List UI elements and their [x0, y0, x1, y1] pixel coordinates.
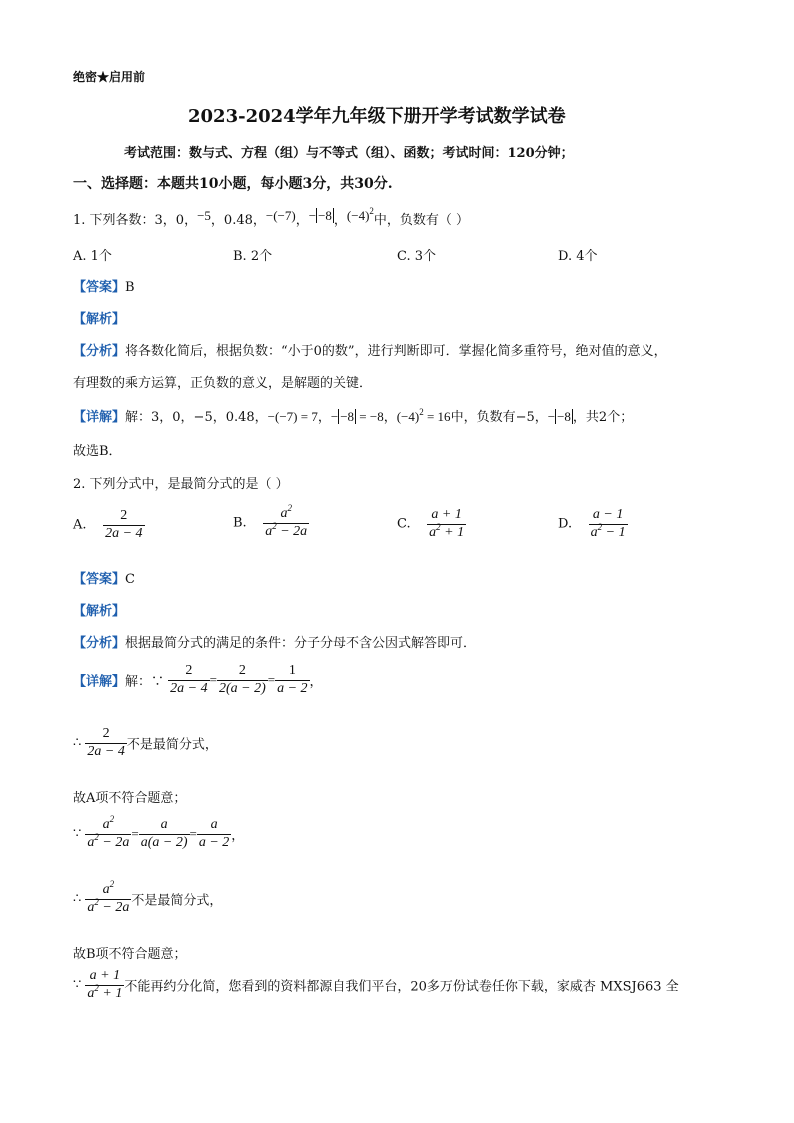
q2-fenxi: 【分析】根据最简分式的满足的条件：分子分母不含公因式解答即可．	[73, 636, 477, 651]
q1-stem: 1. 下列各数：3，0，−5，0.48，−(−7)，− −8 ，$(-4)^2$中，负数有（ ）	[73, 206, 470, 228]
q2-detail-line1: 【详解】解：∵ $\frac{2}{2a - 4}$ = $\frac{2}{2(a - 2)}$ = $\frac{1}{a - 2}$ ，	[73, 663, 323, 696]
q2-a-not: 故A项不符合题意；	[73, 791, 187, 806]
q2-option-a: A. $\frac{2}{2a - 4}$	[73, 508, 143, 541]
q1-detail: 【详解】解：3，0，−5，0.48，−(−7) = 7，− −8 = −8，$(-4)^2 = 16$中，负数有−5，− −8 ，共2个；	[73, 407, 634, 425]
q1-analysis-tag: 【解析】	[73, 312, 126, 327]
q1-fenxi-line2: 有理数的乘方运算，正负数的意义，是解题的关键．	[73, 376, 373, 391]
q1-option-c: C. 3个	[397, 249, 437, 264]
q2-therefore-a: ∴ $\frac{2}{2a - 4}$ 不是最简分式，	[73, 726, 218, 759]
q2-analysis-tag: 【解析】	[73, 604, 126, 619]
q1-fenxi-line1: 【分析】将各数化简后，根据负数：“小于0的数”，进行判断即可．掌握化简多重符号，绝对值的意义，	[73, 344, 667, 359]
q2-option-b: B. $\frac{a^2}{a^2 - 2a}$	[233, 503, 308, 539]
q2-b-not: 故B项不符合题意；	[73, 947, 187, 962]
q2-because-c: ∵ $\frac{a + 1}{a^2 + 1}$ 不能再约分化简，您看到的资料都源自我们平台，20多万份试卷任你下载，家威杏 MXSJ663 全	[73, 968, 679, 1001]
section-heading: 一、选择题：本题共10小题，每小题3分，共30分.	[73, 176, 393, 192]
q1-option-b: B. 2个	[233, 249, 273, 264]
q2-stem: 2. 下列分式中，是最简分式的是（ ）	[73, 477, 289, 492]
page-title: 2023-2024学年九年级下册开学考试数学试卷	[188, 106, 566, 127]
q1-answer: 【答案】B	[73, 280, 135, 295]
exam-scope: 考试范围：数与式、方程（组）与不等式（组）、函数；考试时间：120分钟；	[124, 146, 574, 161]
q2-option-d: D. $\frac{a - 1}{a^2 - 1}$	[558, 507, 626, 540]
q1-option-a: A. 1个	[73, 249, 112, 264]
q1-conclusion: 故选B．	[73, 444, 122, 459]
q2-because-b: ∵ $\frac{a^2}{a^2 - 2a}$ = $\frac{a}{a(a - 2)}$ = $\frac{a}{a - 2}$ ，	[73, 814, 245, 850]
q2-therefore-b: ∴ $\frac{a^2}{a^2 - 2a}$ 不是最简分式，	[73, 879, 223, 915]
q2-answer: 【答案】C	[73, 572, 135, 587]
q2-option-c: C. $\frac{a + 1}{a^2 + 1}$	[397, 507, 465, 540]
secret-label: 绝密★启用前	[73, 70, 146, 84]
q1-option-d: D. 4个	[558, 249, 598, 264]
